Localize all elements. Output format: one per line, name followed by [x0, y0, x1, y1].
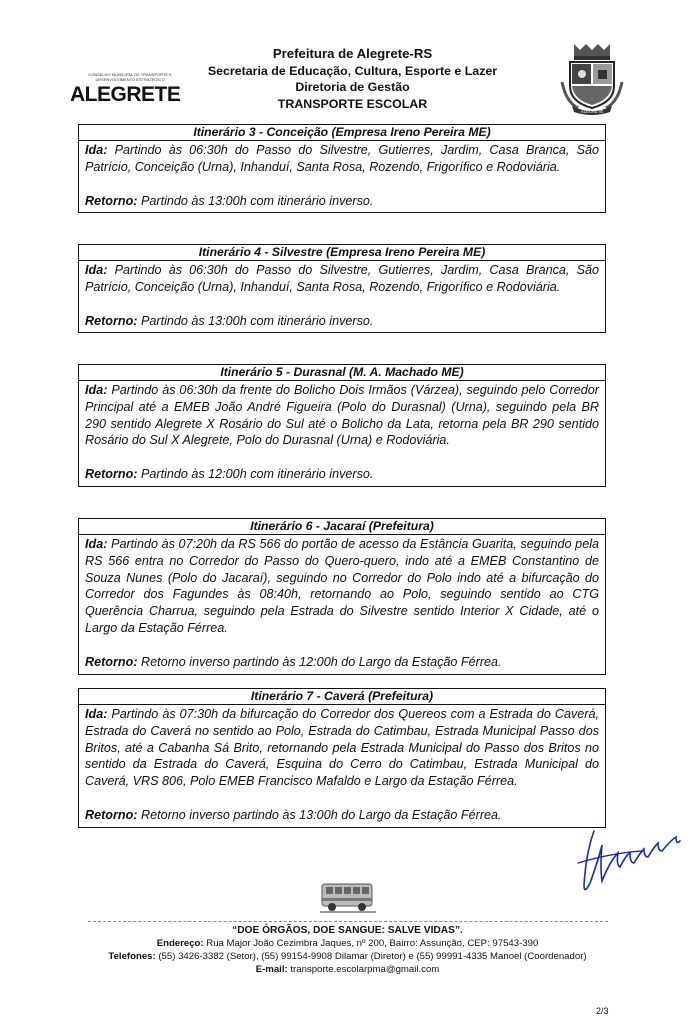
itinerary-4-box [78, 244, 606, 333]
retorno-label: Retorno: [85, 654, 138, 669]
retorno-text: Retorno inverso partindo às 13:00h do Largo da Estação Férrea. [140, 807, 502, 822]
letterhead-text [180, 46, 525, 112]
itinerary-title: Itinerário 6 - Jacaraí (Prefeitura) [79, 519, 605, 535]
ida-label: Ida: [85, 537, 108, 551]
retorno-label: Retorno: [85, 193, 138, 208]
secretaria-title: Secretaria de Educação, Cultura, Esporte e Lazer [207, 63, 498, 78]
letterhead [0, 0, 695, 125]
department-title: TRANSPORTE ESCOLAR [277, 96, 428, 111]
footer-phones [60, 950, 635, 963]
diretoria-title: Diretoria de Gestão [295, 80, 410, 94]
itinerary-title: Itinerário 7 - Caverá (Prefeitura) [79, 689, 605, 705]
itinerary-body [79, 141, 605, 212]
handwritten-signature [572, 823, 687, 903]
itinerary-body [79, 381, 605, 486]
itinerary-body [79, 261, 605, 332]
crest-ribbon-text: ALEGRETE [580, 109, 604, 114]
address-text: Rua Major João Cezimbra Jaques, nº 200, Bairro: Assunção, CEP: 97543-390 [206, 938, 539, 949]
footer-divider [88, 921, 608, 922]
itinerary-3-box [78, 124, 606, 213]
ida-text: Partindo às 06:30h do Passo do Silvestre, Gutierres, Jardim, Casa Branca, São Patrício, Conceição (Urna), Inhanduí, Santa Rosa, Rozendo, Frigorífico e Rodoviária. [85, 263, 600, 294]
retorno-text: Partindo às 13:00h com itinerário inverso. [140, 193, 374, 208]
ida-label: Ida: [85, 707, 108, 721]
retorno-text: Partindo às 13:00h com itinerário inverso. [140, 313, 374, 328]
itinerary-body [79, 705, 605, 827]
footer-address [60, 937, 635, 950]
email-link[interactable]: transporte.escolarpma@gmail.com [290, 964, 440, 975]
logo-tagline: CONSELHO MUNICIPAL DE TRANSPORTE E DESENVOLVIMENTO ESTRATÉGICO [88, 72, 172, 82]
footer-slogan: “DOE ÓRGÃOS, DOE SANGUE: SALVE VIDAS”. [232, 925, 463, 936]
itinerary-title: Itinerário 4 - Silvestre (Empresa Ireno Pereira ME) [79, 245, 605, 261]
retorno-text: Partindo às 12:00h com itinerário inverso. [140, 467, 374, 482]
address-label: Endereço: [156, 938, 204, 949]
retorno-text: Retorno inverso partindo às 12:00h do Largo da Estação Férrea. [140, 654, 502, 669]
itinerary-6-box [78, 518, 606, 675]
logo-wordmark: ALEGRETE [70, 83, 181, 106]
prefeitura-title: Prefeitura de Alegrete-RS [272, 46, 433, 61]
retorno-label: Retorno: [85, 807, 138, 822]
alegrete-logo [70, 72, 182, 108]
coat-of-arms-icon [560, 42, 624, 116]
itinerary-title: Itinerário 5 - Durasnal (M. A. Machado ME) [79, 365, 605, 381]
ida-label: Ida: [85, 263, 108, 277]
page-number: 2/3 [596, 1006, 609, 1016]
retorno-label: Retorno: [85, 313, 138, 328]
ida-label: Ida: [85, 383, 108, 397]
itinerary-7-box [78, 688, 606, 828]
itinerary-title: Itinerário 3 - Conceição (Empresa Ireno Pereira ME) [79, 125, 605, 141]
phones-text: (55) 3426-3382 (Setor), (55) 99154-9908 Dilamar (Diretor) e (55) 99991-4335 Manoel (Coordenador) [158, 951, 587, 962]
ida-text: Partindo às 07:30h da bifurcação do Corredor dos Quereos com a Estrada do Caverá, Estrada do Caverá no sentido ao Polo, Estrada do Catimbau, Estrada Municipal Passo dos Britos, até a Cabanha Sá Brito, retornando pela Estrada Municipal do Passo dos Britos no sentido da Estrada do Caverá, Esquina do Cerro do Catimbau, Estrada Municipal do Caverá, VRS 806, Polo EMEB Francisco Mafaldo e Largo da Estação Férrea. [85, 707, 600, 789]
ida-text: Partindo às 06:30h do Passo do Silvestre, Gutierres, Jardim, Casa Branca, São Patrício, Conceição (Urna), Inhanduí, Santa Rosa, Rozendo, Frigorífico e Rodoviária. [85, 143, 600, 174]
phones-label: Telefones: [108, 951, 156, 962]
footer-email [60, 963, 635, 976]
itinerary-body [79, 535, 605, 674]
ida-label: Ida: [85, 143, 108, 157]
school-bus-icon [318, 878, 378, 916]
email-label: E-mail: [255, 964, 288, 975]
retorno-label: Retorno: [85, 467, 138, 482]
itinerary-5-box [78, 364, 606, 487]
footer [60, 924, 635, 976]
ida-text: Partindo às 06:30h da frente do Bolicho Dois Irmãos (Várzea), seguindo pelo Corredor Principal até a EMEB João André Figueira (Polo do Durasnal) (Urna), seguindo pela BR 290 sentido Alegrete X Rosário do Sul até o Bolicho da Lata, retorna pela BR 290 sentido Rosário do Sul X Alegrete, Polo do Durasnal (Urna) e Rodoviária. [85, 383, 599, 448]
ida-text: Partindo às 07:20h da RS 566 do portão de acesso da Estância Guarita, seguindo pela RS 566 entra no Corredor do Passo do Quero-quero, indo até a EMEB Constantino de Souza Nunes (Polo do Jacaraí), seguindo no Corredor do Polo indo até a bifurcação do Corredor dos Fagundes às 08:40h, retornando ao Polo, seguindo sentido ao CTG Querência Charrua, seguindo pela Estrada do Silvestre sentido Interior X Cidade, até o Largo da Estação Férrea. [85, 537, 599, 635]
